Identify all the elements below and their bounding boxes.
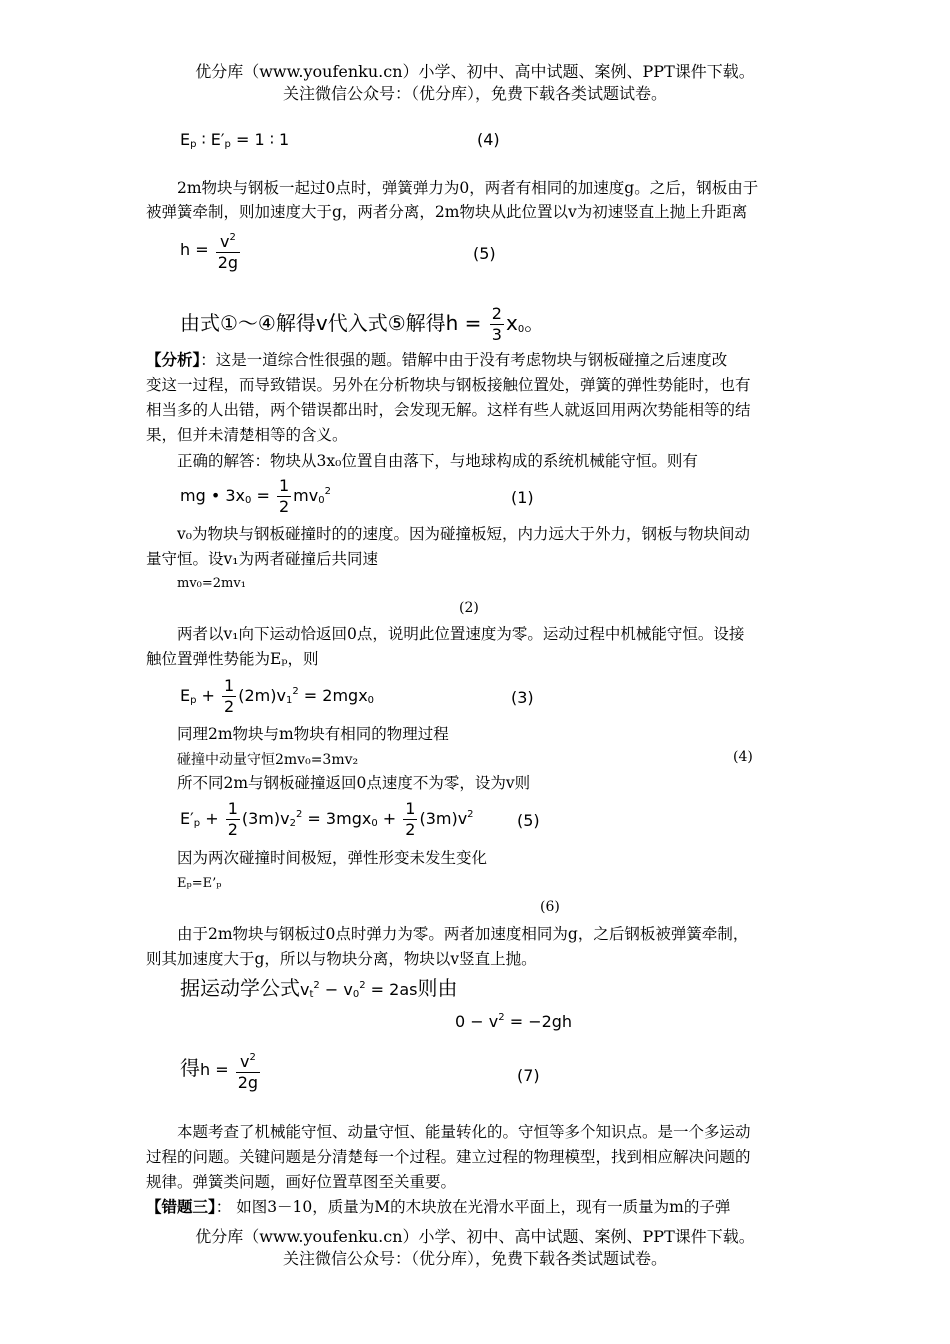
differ-text: 所不同2m与钢板碰撞返回0点速度不为零，设为v则 (177, 774, 531, 792)
kinematics-prefix: 据运动学公式 (180, 976, 300, 1000)
momentum-equation-1: mv₀=2mv₁ (177, 576, 246, 591)
eq5-label: (5) (473, 244, 496, 263)
para-2m-line2: 则其加速度大于g，所以与物块分离，物块以v竖直上抛。 (146, 950, 537, 968)
analysis-line4: 果，但并未清楚相等的含义。 (146, 426, 348, 444)
page-header-line2: 关注微信公众号：（优分库），免费下载各类试题试卷。 (282, 84, 667, 103)
return-line2: 触位置弹性势能为Eₚ，则 (146, 650, 319, 668)
analysis-line1: 【分析】：这是一道综合性很强的题。错解中由于没有考虑物块与钢板碰撞之后速度改 (146, 350, 728, 369)
analysis-line2: 变这一过程，而导致错误。另外在分析物块与钢板接触位置处，弹簧的弹性势能时，也有 (146, 376, 751, 394)
eq2-label: (2) (459, 600, 479, 616)
summary-line2: 过程的问题。关键问题是分清楚每一个过程。建立过程的物理模型，找到相应解决问题的 (146, 1148, 751, 1166)
same-process: 同理2m物块与m物块有相同的物理过程 (177, 725, 449, 743)
height-equation: h = $\frac{v^2}{2g}$ (180, 228, 242, 273)
get-h-prefix: 得 (180, 1056, 200, 1080)
summary-line1: 本题考查了机械能守恒、动量守恒、能量转化的。守恒等多个知识点。是一个多运动 (177, 1123, 751, 1141)
conclusion-line: 由式①～④解得v代入式⑤解得h = $\frac{2}{3}$ $x_0$。 (180, 304, 545, 344)
return-line1: 两者以v₁向下运动恰返回0点，说明此位置速度为零。运动过程中机械能守恒。设接 (177, 625, 745, 643)
page-header-line1: 优分库（www.youfenku.cn）小学、初中、高中试题、案例、PPT课件下载。 (195, 62, 755, 81)
wrong3-title: 【错题三】 (146, 1197, 216, 1216)
momentum-text: 碰撞中动量守恒2mv₀=3mv₂ (177, 752, 359, 768)
summary-line3: 规律。弹簧类问题，画好位置草图至关重要。 (146, 1173, 457, 1191)
eq7-label: (7) (517, 1066, 540, 1085)
kinematics-suffix: 则由 (417, 976, 458, 1000)
energy-equation-5: $E'_p$ + $\frac{1}{2}$ $(3m)v_2^2 = 3mgx_0$ + $\frac{1}{2}$ $(3m)v^2$ (180, 799, 474, 839)
energy-equation-1: mg • $3x_0$ = $\frac{1}{2}$ $mv_0^2$ (180, 476, 331, 516)
eq4-label: (4) (477, 130, 500, 149)
short-time-text: 因为两次碰撞时间极短，弹性形变未发生变化 (177, 849, 488, 867)
analysis-line3: 相当多的人出错，两个错误都出时，会发现无解。这样有些人就返回用两次势能相等的结 (146, 401, 751, 419)
eq5b-label: (5) (517, 811, 540, 830)
ratio-equation: $E_p$ ∶ $E'_p = 1$ ∶ 1 (180, 130, 290, 150)
para-2m-line1: 由于2m物块与钢板过0点时弹力为零。两者加速度相同为g，之后钢板被弹簧牵制， (177, 925, 749, 943)
page-footer-line1: 优分库（www.youfenku.cn）小学、初中、高中试题、案例、PPT课件下载。 (195, 1227, 755, 1246)
eq4b-label: (4) (733, 749, 753, 765)
kinematics-line: 据运动学公式$v_t^2 - v_0^2 = 2as$则由 (180, 976, 458, 1000)
conclusion-suffix: 。 (524, 311, 545, 335)
v0-text-line2: 量守恒。设v₁为两者碰撞后共同速 (146, 550, 378, 568)
para1-line1: 2m物块与钢板一起过0点时，弹簧弹力为0，两者有相同的加速度g。之后，钢板由于 (177, 179, 759, 197)
para1-line2: 被弹簧牵制，则加速度大于g，两者分离，2m物块从此位置以v为初速竖直上抛上升距离 (146, 203, 748, 221)
eq3-label: (3) (511, 688, 534, 707)
wrong3-line: 【错题三】： 如图3－10，质量为M的木块放在光滑水平面上，现有一质量为m的子弹 (146, 1197, 731, 1216)
page-footer-line2: 关注微信公众号：（优分库），免费下载各类试题试卷。 (282, 1249, 667, 1268)
final-height-equation: 得h = $\frac{v^2}{2g}$ (180, 1048, 262, 1093)
analysis-title: 【分析】 (146, 350, 201, 369)
correct-intro: 正确的解答：物块从3x₀位置自由落下，与地球构成的系统机械能守恒。则有 (177, 452, 698, 470)
conclusion-prefix: 由式①～④解得v代入式⑤解得 (180, 311, 446, 335)
ep-equal: Eₚ=E’ₚ (177, 876, 222, 891)
energy-equation-3: $E_p$ + $\frac{1}{2}$ $(2m)v_1^2 = 2mgx_0$ (180, 676, 375, 716)
eq6-label: (6) (540, 899, 560, 915)
eq1-label: (1) (511, 488, 534, 507)
v0-text-line1: v₀为物块与钢板碰撞时的的速度。因为碰撞板短，内力远大于外力，钢板与物块间动 (177, 525, 750, 543)
kinematics-equation: $0 - v^2 = -2gh$ (455, 1012, 573, 1031)
